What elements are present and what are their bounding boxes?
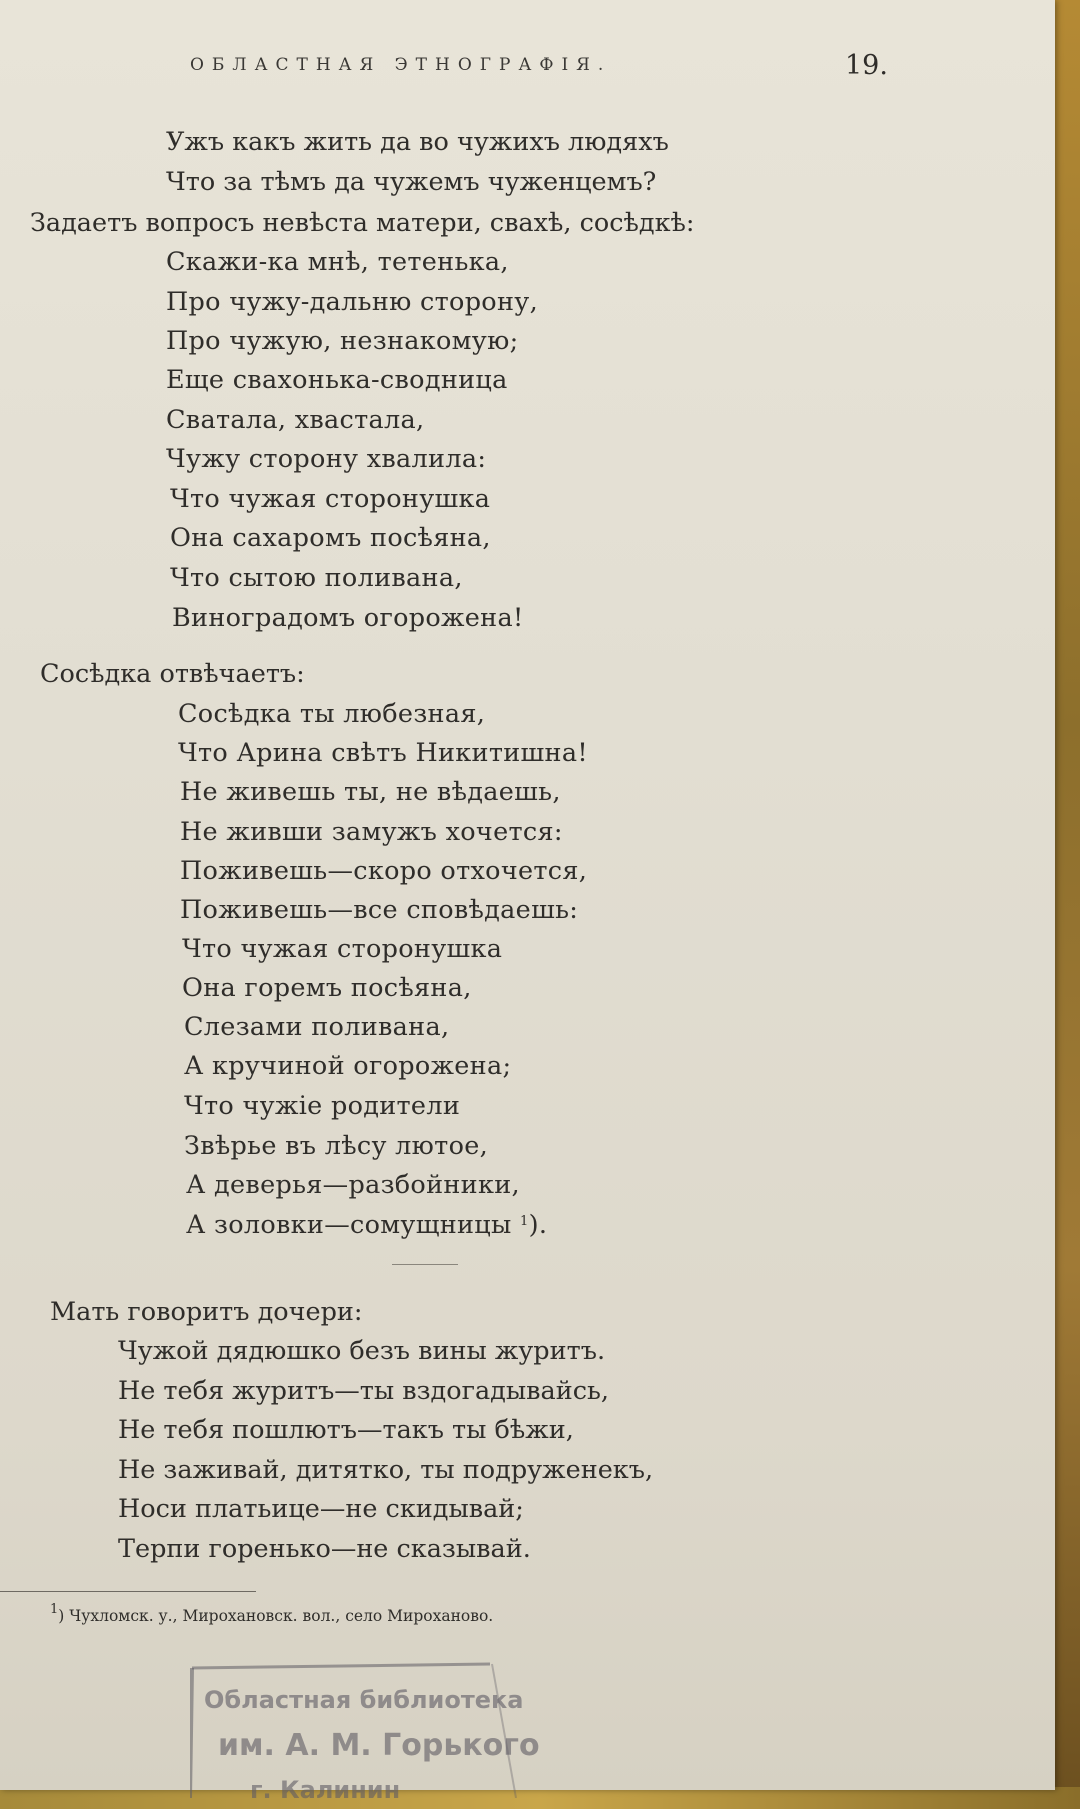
verse-line: Не живешь ты, не вѣдаешь, xyxy=(180,777,561,807)
verse-line: Она горемъ посѣяна, xyxy=(182,973,472,1003)
background-bottom-edge xyxy=(0,1787,1080,1809)
verse-line: Не заживай, дитятко, ты подруженекъ, xyxy=(118,1455,654,1485)
section-divider xyxy=(392,1264,458,1265)
footnote-reference-marker: 1 xyxy=(520,1214,529,1229)
footnote-reference-closing: ). xyxy=(528,1210,548,1240)
bride-question-label: Задаетъ вопросъ невѣста матери, свахѣ, сосѣдкѣ: xyxy=(30,208,695,238)
page-number: 19. xyxy=(845,50,888,81)
verse-line: Скажи-ка мнѣ, тетенька, xyxy=(166,247,509,277)
footnote xyxy=(50,1602,494,1625)
verse-line: Про чужую, незнакомую; xyxy=(166,326,519,356)
verse-line: Еще свахонька-сводница xyxy=(166,365,508,395)
footnote-rule xyxy=(0,1591,256,1592)
verse-line: Не тебя журитъ—ты вздогадывайсь, xyxy=(118,1376,609,1406)
poem-intro-line: Ужъ какъ жить да во чужихъ людяхъ xyxy=(166,127,669,157)
verse-line-text: А золовки—сомущницы xyxy=(186,1210,512,1240)
neighbor-answer-label: Сосѣдка отвѣчаетъ: xyxy=(40,659,305,689)
verse-line: Что чужая сторонушка xyxy=(170,484,491,514)
running-header-title: ОБЛАСТНАЯ ЭТНОГРАФІЯ. xyxy=(190,55,612,75)
verse-line: Не живши замужъ хочется: xyxy=(180,817,563,847)
verse-line: Поживешь—все сповѣдаешь: xyxy=(180,895,579,925)
verse-line: Виноградомъ огорожена! xyxy=(172,603,524,633)
verse-line-with-footnote xyxy=(186,1210,547,1245)
verse-line: А кручиной огорожена; xyxy=(184,1051,512,1081)
verse-line: Что чужая сторонушка xyxy=(182,934,503,964)
verse-line: А деверья—разбойники, xyxy=(186,1170,520,1200)
verse-line: Что сытою поливана, xyxy=(170,563,463,593)
verse-line: Что Арина свѣтъ Никитишна! xyxy=(178,738,588,768)
footnote-text: ) Чухломск. у., Мирохановск. вол., село Мироханово. xyxy=(58,1607,494,1625)
verse-line: Носи платьице—не скидывай; xyxy=(118,1494,524,1524)
library-stamp xyxy=(190,1658,540,1804)
stamp-line-name: им. А. М. Горького xyxy=(218,1728,540,1763)
verse-line: Звѣрье въ лѣсу лютое, xyxy=(184,1131,489,1161)
stamp-line-city: г. Калинин xyxy=(250,1776,401,1804)
verse-line: Сватала, хвастала, xyxy=(166,405,425,435)
verse-line: Про чужу-дальню сторону, xyxy=(166,287,538,317)
verse-line: Сосѣдка ты любезная, xyxy=(178,699,486,729)
verse-line: Слезами поливана, xyxy=(184,1012,450,1042)
mother-label: Мать говоритъ дочери: xyxy=(50,1297,363,1327)
verse-line: Она сахаромъ посѣяна, xyxy=(170,523,491,553)
verse-line: Чужой дядюшко безъ вины журитъ. xyxy=(118,1336,606,1366)
poem-intro-line: Что за тѣмъ да чужемъ чуженцемъ? xyxy=(166,167,657,197)
stamp-line-library: Областная библиотека xyxy=(204,1686,524,1714)
verse-line: Что чужіе родители xyxy=(184,1091,461,1121)
footnote-marker: 1 xyxy=(50,1602,59,1617)
verse-line: Поживешь—скоро отхочется, xyxy=(180,856,588,886)
verse-line: Терпи горенько—не сказывай. xyxy=(118,1534,531,1564)
verse-line: Чужу сторону хвалила: xyxy=(166,444,487,474)
verse-line: Не тебя пошлютъ—такъ ты бѣжи, xyxy=(118,1415,574,1445)
